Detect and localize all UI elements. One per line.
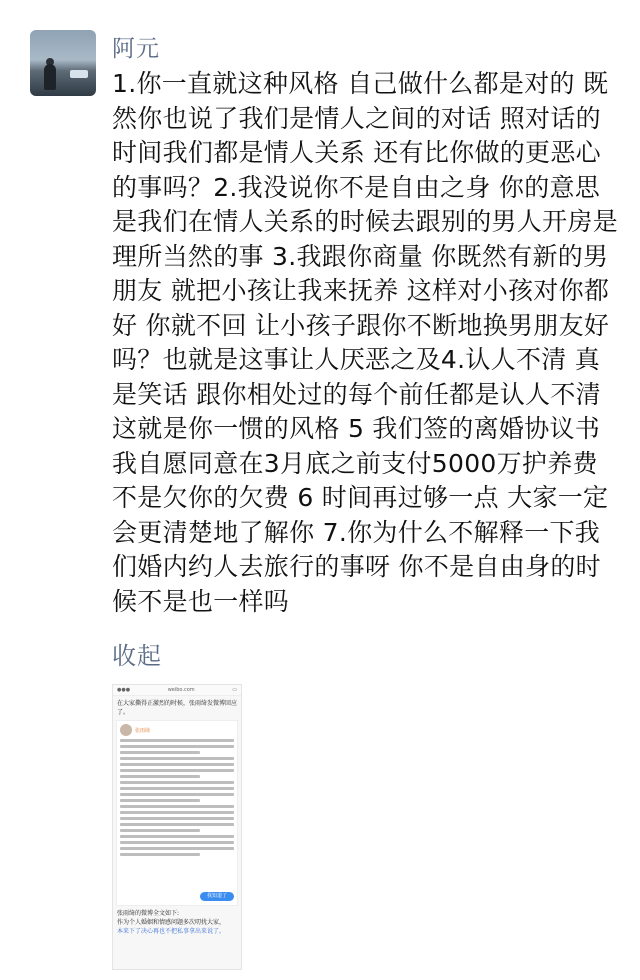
avatar-ice-block: [70, 70, 88, 78]
thumbnail-footer-title: 张雨绮的微博全文如下:: [117, 910, 180, 917]
thumbnail-footer-line1: 作为个人婚姻和情感问题多次叨扰大家，: [117, 919, 226, 926]
embedded-screenshot-thumbnail[interactable]: [112, 684, 242, 970]
thumbnail-status-bar: [113, 685, 241, 696]
thumbnail-url: weibo.com: [167, 687, 195, 693]
thumbnail-weibo-card: [116, 720, 238, 906]
thumbnail-intro-text: 在大家撕得正激烈的时候，张雨绮发微博回应了。: [117, 700, 238, 716]
post-body-text: 1.你一直就这种风格 自己做什么都是对的 既然你也说了我们是情人之间的对话 照对话的时间我们都是情人关系 还有比你做的更恶心的事吗？2.我没说你不是自由之身 你的意思是我们在情人关系的时候去跟别的男人开房是理所当然的事 3.我跟你商量 你既然有新的男朋友 就把小孩让我来抚养 这样对小孩对你都好 你就不回 让小孩子跟你不断地换男朋友好吗？也就是这事让人厌恶之及4.认人不清 真是笑话 跟你相处过的每个前任都是认人不清 这就是你一惯的风格 5 我们签的离婚协议书 我自愿同意在3月底之前支付5000万护养费 不是欠你的欠费 6 时间再过够一点 大家一定会更清楚地了解你 7.你为什么不解释一下我们婚内约人去旅行的事呀 你不是自由身的时候不是也一样吗: [112, 69, 619, 616]
user-avatar[interactable]: [30, 30, 96, 96]
username[interactable]: 阿元: [112, 36, 160, 62]
thumbnail-battery-icon: ▭: [232, 687, 237, 693]
thumbnail-footer: [113, 906, 241, 939]
avatar-figure-body: [44, 64, 56, 90]
collapse-link[interactable]: 收起: [112, 642, 162, 670]
thumbnail-card-avatar: [120, 724, 132, 736]
thumbnail-signal-icon: ●●●: [117, 687, 131, 693]
thumbnail-card-text-lines: [120, 739, 234, 856]
thumbnail-card-button: 我知道了: [200, 892, 234, 901]
thumbnail-footer-line2: 本来下了决心再也不把私事拿出来说了。: [117, 928, 226, 935]
thumbnail-card-username: 张雨绮: [135, 727, 151, 734]
